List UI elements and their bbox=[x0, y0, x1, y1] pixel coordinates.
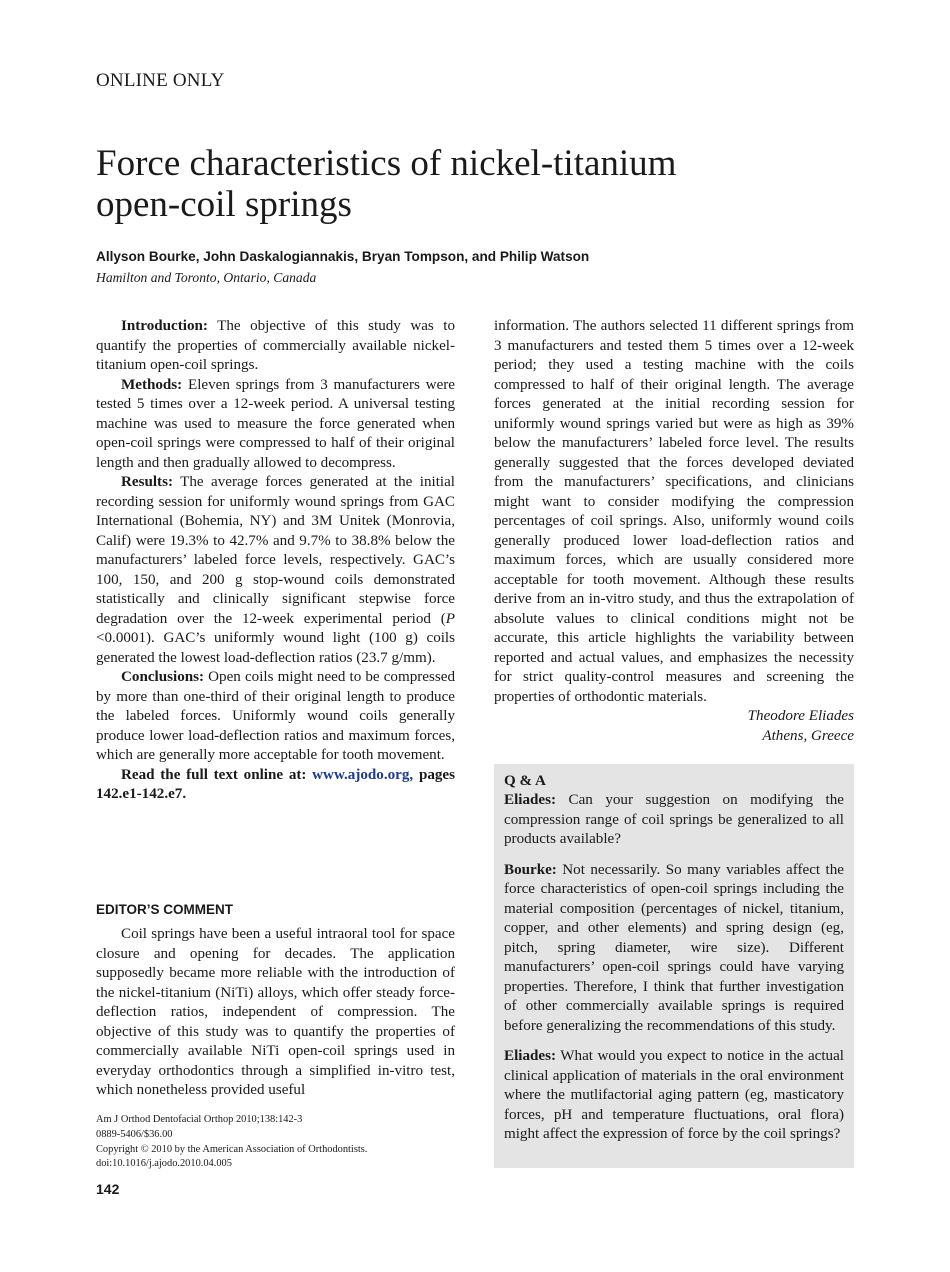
abstract-conclusions bbox=[96, 668, 455, 766]
abstract-results bbox=[96, 473, 455, 668]
intro-label: Introduction: bbox=[121, 318, 208, 334]
title-line-2: open-coil springs bbox=[96, 184, 352, 225]
conclusions-label: Conclusions: bbox=[121, 669, 205, 685]
qa-heading: Q & A bbox=[504, 773, 546, 789]
affiliation: Hamilton and Toronto, Ontario, Canada bbox=[96, 270, 317, 285]
editor-comment-continued bbox=[494, 317, 854, 746]
results-text-a: The average forces generated at the initial recording session for uniformly wound springs from GAC International (Bohemia, NY) and 3M Unitek (Monrovia, Calif) were 19.3% to 42.7% and 9.7% to 38.8% below the manufacturers’ labeled force levels, respectively. GAC’s 100, 150, and 200 g stop-wound coils demonstrated statistically and clinically significant stepwise force degradation over the 12-week experimental period ( bbox=[96, 474, 455, 627]
journal-footer bbox=[96, 1113, 367, 1172]
abstract bbox=[96, 317, 455, 805]
editor-comment-text: Coil springs have been a useful intraoral tool for space closure and opening for decades. The application supposedly became more reliable with the introduction of the nickel-titanium (NiTi) alloys, which offer steady force-deflection ratios, independent of compression. The objective of this study was to quantify the properties of commercially available NiTi open-coil springs used in everyday orthodontics through a simplified in-vitro test, which nonetheless provided useful bbox=[96, 926, 455, 1098]
qa-box bbox=[494, 764, 854, 1168]
qa-speaker: Eliades: bbox=[504, 792, 556, 808]
read-more-pages: pages 142.e1-142.e7. bbox=[96, 766, 455, 802]
methods-label: Methods: bbox=[121, 376, 183, 393]
signature-place: Athens, Greece bbox=[762, 727, 854, 744]
qa-text: Can your suggestion on modifying the compression range of coil springs be generalized to all products available? bbox=[504, 792, 844, 847]
author-list: Allyson Bourke, John Daskalogiannakis, Bryan Tompson, and Philip Watson bbox=[96, 249, 590, 264]
results-p: P bbox=[445, 610, 455, 627]
citation: Am J Orthod Dentofacial Orthop 2010;138:142-3 bbox=[96, 1114, 303, 1125]
qa-text: Not necessarily. So many variables affect the force characteristics of open-coil springs including the material composition (percentages of nickel, titanium, copper, and other elements) and spring design (eg, pitch, spring diameter, wire size). Different manufacturers’ open-coil springs could have varying properties. Therefore, I think that further investigation of other commercially available springs is required before generalizing the recommendations of this study. bbox=[504, 861, 844, 1034]
title-line-1: Force characteristics of nickel-titanium bbox=[96, 143, 677, 184]
read-more bbox=[96, 766, 455, 805]
methods-text: Eleven springs from 3 manufacturers were tested 5 times over a 12-week period. A universal testing machine was used to measure the force generated when open-coil springs were compressed to half of their original length and then gradually allowed to decompress. bbox=[96, 376, 455, 471]
abstract-introduction bbox=[96, 317, 455, 376]
qa-item bbox=[504, 791, 844, 850]
signature-name: Theodore Eliades bbox=[747, 708, 854, 724]
conclusions-text: Open coils might need to be compressed by more than one-third of their original length to produce the labeled forces. Uniformly wound coils generally produce lower load-deflection ratios and maximum forces, which are generally more acceptable for tooth movement. bbox=[96, 669, 455, 763]
page-number: 142 bbox=[96, 1181, 120, 1197]
editor-comment-heading: EDITOR’S COMMENT bbox=[96, 902, 234, 917]
article-title bbox=[96, 143, 856, 225]
ajodo-link[interactable]: www.ajodo.org, bbox=[312, 766, 414, 783]
price: 0889-5406/$36.00 bbox=[96, 1128, 173, 1140]
editor-comment-body bbox=[96, 925, 455, 1101]
doi: doi:10.1016/j.ajodo.2010.04.005 bbox=[96, 1158, 232, 1170]
results-label: Results: bbox=[121, 474, 173, 490]
results-text-b: <0.0001). GAC’s uniformly wound light (100 g) coils generated the lowest load-deflection ratios (23.7 g/mm). bbox=[96, 630, 455, 666]
qa-speaker: Eliades: bbox=[504, 1048, 556, 1064]
section-label: ONLINE ONLY bbox=[96, 70, 225, 91]
editor-comment-continued-text: information. The authors selected 11 different springs from 3 manufacturers and tested them 5 times over a 12-week period; they used a testing machine with the coils compressed to half of their original length. The average forces generated at the initial recording session for uniformly wound springs varied but were as high as 39% below the manufacturers’ labeled force level. The results generally suggested that the forces developed deviated from the manufacturers’ specifications, and clinicians might want to consider modifying the compression percentages of coil springs. Also, uniformly wound coils generally produced lower load-deflection ratios and maximum forces, which are usually considered more acceptable for tooth movement. Although these results derive from an in-vitro study, and thus the extrapolation of absolute values to clinical conditions might not be accurate, this article highlights the variability between reported and actual values, and emphasizes the necessity for strict quality-control measures and screening the properties of orthodontic materials. bbox=[494, 318, 854, 705]
copyright: Copyright © 2010 by the American Association of Orthodontists. bbox=[96, 1143, 368, 1155]
abstract-methods bbox=[96, 376, 455, 474]
qa-text: What would you expect to notice in the actual clinical application of materials in the oral environment where the mutlifactorial aging pattern (eg, masticatory forces, pH and temperature fluctuations, oral flora) might affect the expression of force by the coil springs? bbox=[504, 1048, 844, 1142]
read-more-label: Read the full text online at: bbox=[121, 766, 313, 783]
qa-item bbox=[504, 861, 844, 1037]
qa-item bbox=[504, 1047, 844, 1145]
intro-text: The objective of this study was to quantify the properties of commercially available nickel-titanium open-coil springs. bbox=[96, 318, 455, 373]
qa-speaker: Bourke: bbox=[504, 861, 557, 878]
